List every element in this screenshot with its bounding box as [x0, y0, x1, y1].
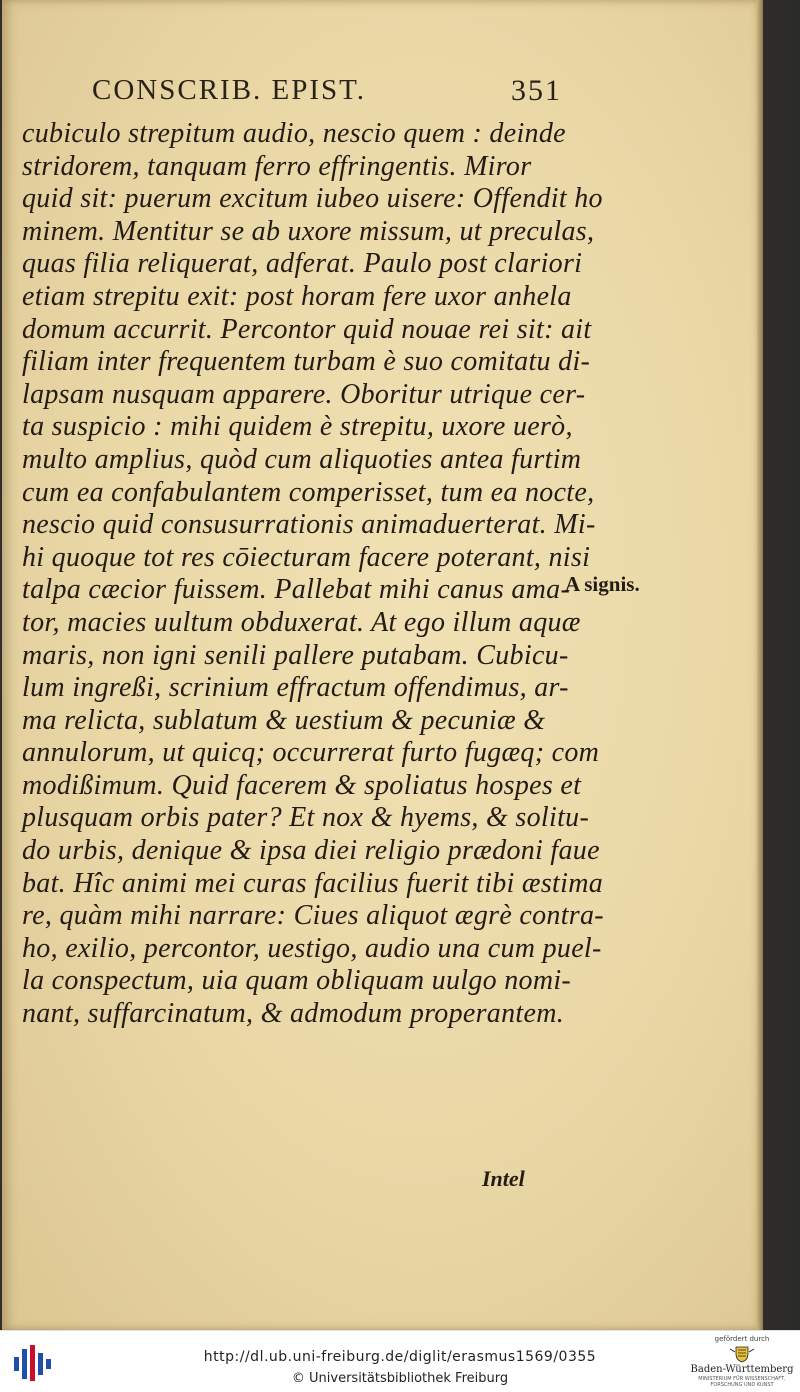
text-line: lapsam nusquam apparere. Oboritur utrique cer-: [22, 378, 586, 410]
running-head: CONSCRIB. EPIST.: [92, 74, 366, 106]
text-line: filiam inter frequentem turbam è suo comitatu di-: [22, 346, 591, 378]
text-line: annulorum, ut quicq; occurrerat furto fugæq; com: [22, 737, 600, 769]
text-line: ho, exilio, percontor, uestigo, audio una cum puel-: [22, 932, 602, 964]
text-line: lum ingreßi, scrinium effractum offendimus, ar-: [22, 672, 569, 704]
text-line: modißimum. Quid facerem & spoliatus hospes et: [22, 769, 582, 801]
text-line: nant, suffarcinatum, & admodum properantem.: [22, 998, 565, 1030]
text-line: do urbis, denique & ipsa diei religio prædoni faue: [22, 835, 600, 867]
text-line: stridorem, tanquam ferro effringentis. Miror: [22, 150, 532, 182]
text-line: bat. Hîc animi mei curas facilius fuerit tibi æstima: [22, 867, 604, 899]
text-line: minem. Mentitur se ab uxore missum, ut preculas,: [22, 215, 595, 247]
page-header: [92, 74, 562, 110]
text-line: nescio quid consusurrationis animaduerterat. Mi-: [22, 509, 596, 541]
text-line: hi quoque tot res cōiecturam facere poterant, nisi: [22, 541, 591, 573]
sponsor-label: gefördert durch: [714, 1335, 770, 1343]
page-number: 351: [511, 74, 562, 107]
text-line: maris, non igni senili pallere putabam. Cubicu-: [22, 639, 569, 671]
text-line: cubiculo strepitum audio, nescio quem : deinde: [22, 118, 566, 149]
sponsor-name: Baden-Württemberg: [690, 1364, 794, 1375]
page-edge: [757, 0, 763, 1330]
sponsor-subtitle: MINISTERIUM FÜR WISSENSCHAFT, FORSCHUNG UND KUNST: [698, 1376, 786, 1388]
baden-wuerttemberg-crest-icon: [728, 1345, 756, 1363]
text-line: tor, macies uultum obduxerat. At ego illum aquæ: [22, 606, 581, 638]
text-line: talpa cæcior fuissem. Pallebat mihi canus ama-: [22, 574, 571, 606]
permalink-url[interactable]: http://dl.ub.uni-freiburg.de/diglit/erasmus1569/0355: [203, 1349, 597, 1365]
text-line: quid sit: puerum excitum iubeo uisere: Offendit ho: [22, 183, 603, 215]
text-line: cum ea confabulantem comperisset, tum ea nocte,: [22, 476, 595, 508]
catchword: Intel: [482, 1166, 525, 1191]
text-line: multo amplius, quòd cum aliquoties antea furtim: [22, 443, 582, 475]
text-line: domum accurrit. Percontor quid nouae rei sit: ait: [22, 313, 592, 345]
viewer-footer: [0, 1330, 800, 1392]
text-line: ta suspicio : mihi quidem è strepitu, uxore uerò,: [22, 411, 573, 443]
text-line: quas filia reliquerat, adferat. Paulo post clariori: [22, 248, 583, 280]
text-line: la conspectum, uia quam obliquam uulgo nomi-: [22, 965, 572, 997]
book-page: [2, 0, 759, 1330]
marginal-note: A signis.: [565, 572, 640, 596]
sponsor-logo[interactable]: [690, 1333, 794, 1391]
copyright-notice: © Universitätsbibliothek Freiburg: [291, 1371, 509, 1386]
text-line: etiam strepitu exit: post horam fere uxor anhela: [22, 280, 572, 312]
text-line: ma relicta, sublatum & uestium & pecuniæ &: [22, 704, 546, 736]
text-line: plusquam orbis pater? Et nox & hyems, & solitu-: [22, 802, 590, 834]
text-line: re, quàm mihi narrare: Ciues aliquot ægrè contra-: [22, 900, 604, 932]
